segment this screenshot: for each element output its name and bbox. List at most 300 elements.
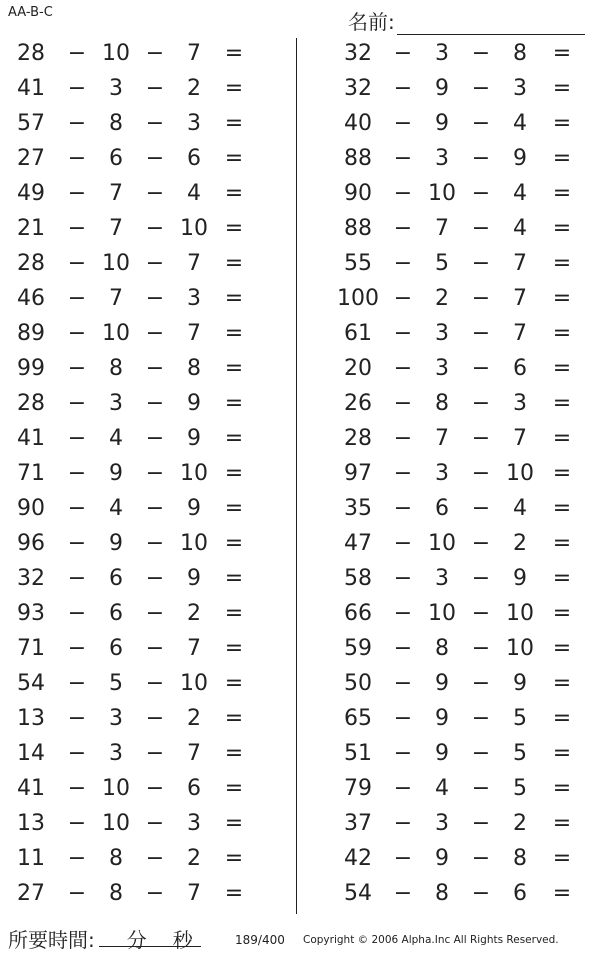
subtrahend-1: 10	[102, 776, 130, 801]
minus-sign: −	[471, 811, 491, 836]
equals-sign: =	[552, 671, 572, 696]
subtrahend-2: 3	[187, 286, 201, 311]
equals-sign: =	[552, 811, 572, 836]
problem-row	[300, 527, 600, 562]
name-blank-line	[397, 16, 585, 35]
minus-sign: −	[471, 181, 491, 206]
minus-sign: −	[393, 356, 413, 381]
minus-sign: −	[393, 846, 413, 871]
minuend: 71	[17, 461, 45, 486]
problem-row	[300, 212, 600, 247]
subtrahend-1: 7	[109, 181, 123, 206]
equals-sign: =	[224, 181, 244, 206]
problem-row	[0, 387, 290, 422]
minus-sign: −	[145, 496, 165, 521]
name-field	[348, 6, 585, 35]
problem-row	[300, 772, 600, 807]
equals-sign: =	[224, 601, 244, 626]
problem-row	[0, 212, 290, 247]
minuend: 88	[344, 146, 372, 171]
right-problem-column	[300, 37, 600, 912]
subtrahend-2: 9	[513, 566, 527, 591]
problem-row	[0, 842, 290, 877]
minus-sign: −	[145, 531, 165, 556]
minus-sign: −	[471, 356, 491, 381]
subtrahend-1: 7	[435, 426, 449, 451]
equals-sign: =	[552, 146, 572, 171]
subtrahend-1: 2	[435, 286, 449, 311]
subtrahend-1: 7	[109, 286, 123, 311]
subtrahend-2: 4	[513, 181, 527, 206]
minus-sign: −	[67, 216, 87, 241]
equals-sign: =	[552, 601, 572, 626]
subtrahend-1: 8	[435, 391, 449, 416]
problem-row	[0, 807, 290, 842]
subtrahend-2: 6	[187, 776, 201, 801]
subtrahend-1: 3	[109, 391, 123, 416]
equals-sign: =	[552, 741, 572, 766]
minus-sign: −	[471, 216, 491, 241]
minus-sign: −	[145, 601, 165, 626]
minus-sign: −	[145, 41, 165, 66]
problem-row	[0, 37, 290, 72]
problem-row	[300, 72, 600, 107]
minus-sign: −	[67, 251, 87, 276]
time-taken-field	[8, 924, 201, 953]
problem-row	[300, 107, 600, 142]
minus-sign: −	[67, 111, 87, 136]
minus-sign: −	[145, 881, 165, 906]
subtrahend-1: 9	[109, 531, 123, 556]
subtrahend-2: 5	[513, 776, 527, 801]
minuend: 21	[17, 216, 45, 241]
equals-sign: =	[552, 111, 572, 136]
subtrahend-1: 3	[109, 706, 123, 731]
minus-sign: −	[145, 391, 165, 416]
minuend: 28	[17, 251, 45, 276]
worksheet-code: AA-B-C	[8, 5, 53, 20]
equals-sign: =	[552, 566, 572, 591]
problem-row	[300, 562, 600, 597]
minuend: 59	[344, 636, 372, 661]
equals-sign: =	[224, 356, 244, 381]
equals-sign: =	[224, 76, 244, 101]
subtrahend-1: 8	[109, 881, 123, 906]
minuend: 71	[17, 636, 45, 661]
minuend: 99	[17, 356, 45, 381]
minuend: 32	[344, 41, 372, 66]
equals-sign: =	[552, 286, 572, 311]
subtrahend-1: 9	[435, 671, 449, 696]
minus-sign: −	[145, 321, 165, 346]
minuend: 79	[344, 776, 372, 801]
subtrahend-2: 2	[187, 846, 201, 871]
minuend: 49	[17, 181, 45, 206]
equals-sign: =	[224, 146, 244, 171]
equals-sign: =	[224, 811, 244, 836]
subtrahend-1: 3	[435, 321, 449, 346]
minus-sign: −	[145, 776, 165, 801]
minuend: 27	[17, 146, 45, 171]
problem-row	[0, 527, 290, 562]
minuend: 97	[344, 461, 372, 486]
minus-sign: −	[67, 286, 87, 311]
subtrahend-2: 10	[180, 531, 208, 556]
subtrahend-2: 7	[187, 881, 201, 906]
equals-sign: =	[224, 636, 244, 661]
minus-sign: −	[471, 706, 491, 731]
minus-sign: −	[471, 671, 491, 696]
subtrahend-2: 7	[187, 636, 201, 661]
equals-sign: =	[552, 251, 572, 276]
minuend: 88	[344, 216, 372, 241]
subtrahend-1: 9	[435, 741, 449, 766]
minus-sign: −	[471, 391, 491, 416]
minuend: 41	[17, 776, 45, 801]
minus-sign: −	[471, 426, 491, 451]
minuend: 41	[17, 426, 45, 451]
minuend: 50	[344, 671, 372, 696]
subtrahend-1: 4	[109, 496, 123, 521]
subtrahend-1: 5	[435, 251, 449, 276]
problem-row	[300, 492, 600, 527]
minus-sign: −	[393, 181, 413, 206]
minus-sign: −	[471, 76, 491, 101]
minuend: 32	[17, 566, 45, 591]
minuend: 13	[17, 811, 45, 836]
equals-sign: =	[224, 566, 244, 591]
minuend: 66	[344, 601, 372, 626]
problem-row	[0, 107, 290, 142]
problem-row	[0, 282, 290, 317]
equals-sign: =	[552, 216, 572, 241]
subtrahend-1: 8	[435, 881, 449, 906]
subtrahend-1: 6	[109, 566, 123, 591]
subtrahend-2: 3	[513, 391, 527, 416]
subtrahend-1: 4	[435, 776, 449, 801]
minus-sign: −	[471, 111, 491, 136]
subtrahend-1: 8	[109, 846, 123, 871]
problem-row	[0, 72, 290, 107]
copyright-notice: Copyright © 2006 Alpha.Inc All Rights Reserved.	[303, 934, 559, 946]
minus-sign: −	[393, 111, 413, 136]
problem-row	[0, 597, 290, 632]
subtrahend-2: 3	[187, 811, 201, 836]
minus-sign: −	[471, 601, 491, 626]
minuend: 28	[17, 391, 45, 416]
minuend: 35	[344, 496, 372, 521]
subtrahend-1: 7	[109, 216, 123, 241]
minus-sign: −	[67, 496, 87, 521]
subtrahend-2: 4	[513, 496, 527, 521]
subtrahend-1: 3	[435, 566, 449, 591]
subtrahend-2: 2	[513, 531, 527, 556]
problem-row	[0, 317, 290, 352]
equals-sign: =	[224, 531, 244, 556]
minus-sign: −	[471, 496, 491, 521]
subtrahend-1: 6	[109, 146, 123, 171]
subtrahend-1: 10	[428, 601, 456, 626]
minus-sign: −	[393, 391, 413, 416]
minutes-label: 分	[126, 928, 147, 952]
minus-sign: −	[393, 671, 413, 696]
minus-sign: −	[393, 811, 413, 836]
minus-sign: −	[145, 461, 165, 486]
minus-sign: −	[67, 41, 87, 66]
minus-sign: −	[67, 566, 87, 591]
minuend: 28	[17, 41, 45, 66]
problem-row	[300, 737, 600, 772]
minus-sign: −	[145, 846, 165, 871]
subtrahend-2: 8	[513, 41, 527, 66]
minus-sign: −	[145, 636, 165, 661]
equals-sign: =	[224, 741, 244, 766]
minuend: 51	[344, 741, 372, 766]
equals-sign: =	[224, 251, 244, 276]
minus-sign: −	[393, 741, 413, 766]
equals-sign: =	[552, 881, 572, 906]
minus-sign: −	[471, 881, 491, 906]
equals-sign: =	[552, 391, 572, 416]
minuend: 54	[17, 671, 45, 696]
minuend: 42	[344, 846, 372, 871]
minus-sign: −	[145, 811, 165, 836]
problem-row	[300, 807, 600, 842]
minus-sign: −	[393, 601, 413, 626]
problem-row	[300, 387, 600, 422]
subtrahend-2: 7	[513, 321, 527, 346]
minuend: 90	[17, 496, 45, 521]
minuend: 93	[17, 601, 45, 626]
minus-sign: −	[393, 321, 413, 346]
subtrahend-2: 7	[513, 426, 527, 451]
minus-sign: −	[393, 251, 413, 276]
subtrahend-2: 9	[187, 426, 201, 451]
problem-row	[0, 702, 290, 737]
subtrahend-2: 10	[180, 216, 208, 241]
name-label: 名前:	[348, 10, 395, 34]
minuend: 54	[344, 881, 372, 906]
minuend: 57	[17, 111, 45, 136]
problem-row	[300, 422, 600, 457]
minus-sign: −	[145, 286, 165, 311]
subtrahend-1: 10	[102, 251, 130, 276]
equals-sign: =	[552, 461, 572, 486]
minus-sign: −	[145, 251, 165, 276]
subtrahend-2: 10	[506, 636, 534, 661]
minus-sign: −	[393, 881, 413, 906]
subtrahend-1: 10	[428, 181, 456, 206]
minuend: 11	[17, 846, 45, 871]
minus-sign: −	[67, 741, 87, 766]
subtrahend-1: 9	[435, 111, 449, 136]
subtrahend-2: 6	[187, 146, 201, 171]
minuend: 13	[17, 706, 45, 731]
problem-row	[0, 247, 290, 282]
equals-sign: =	[224, 496, 244, 521]
minus-sign: −	[67, 426, 87, 451]
minus-sign: −	[471, 461, 491, 486]
equals-sign: =	[552, 531, 572, 556]
equals-sign: =	[224, 111, 244, 136]
subtrahend-2: 9	[513, 671, 527, 696]
minus-sign: −	[393, 41, 413, 66]
subtrahend-1: 9	[435, 846, 449, 871]
minus-sign: −	[393, 216, 413, 241]
problem-row	[0, 737, 290, 772]
minus-sign: −	[393, 76, 413, 101]
subtrahend-2: 7	[513, 286, 527, 311]
subtrahend-1: 10	[428, 531, 456, 556]
subtrahend-2: 7	[187, 741, 201, 766]
equals-sign: =	[224, 391, 244, 416]
minus-sign: −	[67, 146, 87, 171]
minus-sign: −	[145, 76, 165, 101]
problem-row	[300, 282, 600, 317]
subtrahend-1: 6	[435, 496, 449, 521]
subtrahend-2: 9	[187, 496, 201, 521]
minus-sign: −	[393, 531, 413, 556]
minus-sign: −	[145, 216, 165, 241]
minuend: 26	[344, 391, 372, 416]
minus-sign: −	[67, 706, 87, 731]
subtrahend-2: 9	[187, 391, 201, 416]
subtrahend-1: 3	[435, 41, 449, 66]
minuend: 28	[344, 426, 372, 451]
minus-sign: −	[145, 741, 165, 766]
minuend: 37	[344, 811, 372, 836]
minus-sign: −	[145, 426, 165, 451]
equals-sign: =	[224, 881, 244, 906]
problem-row	[300, 142, 600, 177]
problem-row	[300, 247, 600, 282]
time-blank-line	[99, 924, 201, 952]
equals-sign: =	[552, 321, 572, 346]
equals-sign: =	[224, 286, 244, 311]
minus-sign: −	[393, 706, 413, 731]
seconds-label: 秒	[172, 928, 193, 952]
minuend: 90	[344, 181, 372, 206]
problem-row	[0, 772, 290, 807]
minus-sign: −	[67, 881, 87, 906]
minuend: 41	[17, 76, 45, 101]
minus-sign: −	[393, 566, 413, 591]
left-problem-column	[0, 37, 290, 912]
subtrahend-1: 3	[435, 356, 449, 381]
minus-sign: −	[393, 636, 413, 661]
minus-sign: −	[145, 671, 165, 696]
problem-row	[300, 37, 600, 72]
subtrahend-2: 4	[187, 181, 201, 206]
problem-row	[0, 422, 290, 457]
subtrahend-1: 8	[109, 356, 123, 381]
equals-sign: =	[552, 636, 572, 661]
minuend: 20	[344, 356, 372, 381]
minus-sign: −	[393, 776, 413, 801]
subtrahend-2: 2	[187, 601, 201, 626]
problem-row	[300, 877, 600, 912]
equals-sign: =	[552, 706, 572, 731]
subtrahend-2: 3	[187, 111, 201, 136]
minus-sign: −	[145, 181, 165, 206]
subtrahend-1: 10	[102, 321, 130, 346]
subtrahend-2: 2	[513, 811, 527, 836]
subtrahend-1: 3	[435, 811, 449, 836]
minus-sign: −	[67, 776, 87, 801]
problem-row	[0, 457, 290, 492]
subtrahend-2: 7	[187, 321, 201, 346]
problem-row	[300, 632, 600, 667]
subtrahend-1: 7	[435, 216, 449, 241]
subtrahend-1: 6	[109, 636, 123, 661]
equals-sign: =	[224, 461, 244, 486]
subtrahend-2: 7	[187, 41, 201, 66]
problem-row	[300, 177, 600, 212]
minuend: 40	[344, 111, 372, 136]
minuend: 100	[337, 286, 379, 311]
problem-row	[0, 562, 290, 597]
equals-sign: =	[224, 321, 244, 346]
minus-sign: −	[67, 461, 87, 486]
subtrahend-2: 4	[513, 216, 527, 241]
equals-sign: =	[552, 426, 572, 451]
subtrahend-2: 10	[180, 671, 208, 696]
equals-sign: =	[552, 776, 572, 801]
minus-sign: −	[67, 601, 87, 626]
subtrahend-2: 10	[180, 461, 208, 486]
page-counter: 189/400	[235, 933, 285, 947]
equals-sign: =	[224, 846, 244, 871]
minuend: 46	[17, 286, 45, 311]
problem-row	[300, 667, 600, 702]
minus-sign: −	[145, 566, 165, 591]
subtrahend-1: 4	[109, 426, 123, 451]
minuend: 65	[344, 706, 372, 731]
minus-sign: −	[393, 496, 413, 521]
minus-sign: −	[393, 461, 413, 486]
subtrahend-1: 9	[435, 76, 449, 101]
subtrahend-1: 3	[109, 741, 123, 766]
subtrahend-2: 5	[513, 706, 527, 731]
minus-sign: −	[67, 531, 87, 556]
subtrahend-1: 3	[435, 461, 449, 486]
subtrahend-2: 9	[513, 146, 527, 171]
minus-sign: −	[471, 286, 491, 311]
minus-sign: −	[67, 846, 87, 871]
subtrahend-2: 8	[187, 356, 201, 381]
equals-sign: =	[552, 846, 572, 871]
subtrahend-1: 10	[102, 41, 130, 66]
minuend: 61	[344, 321, 372, 346]
subtrahend-2: 10	[506, 461, 534, 486]
minus-sign: −	[471, 321, 491, 346]
minus-sign: −	[67, 181, 87, 206]
problem-row	[300, 842, 600, 877]
minus-sign: −	[471, 531, 491, 556]
equals-sign: =	[552, 76, 572, 101]
subtrahend-2: 6	[513, 356, 527, 381]
subtrahend-2: 2	[187, 706, 201, 731]
subtrahend-2: 8	[513, 846, 527, 871]
equals-sign: =	[552, 496, 572, 521]
subtrahend-1: 6	[109, 601, 123, 626]
column-divider	[296, 38, 297, 914]
minus-sign: −	[67, 671, 87, 696]
subtrahend-1: 3	[109, 76, 123, 101]
problem-row	[300, 317, 600, 352]
equals-sign: =	[552, 356, 572, 381]
minuend: 58	[344, 566, 372, 591]
